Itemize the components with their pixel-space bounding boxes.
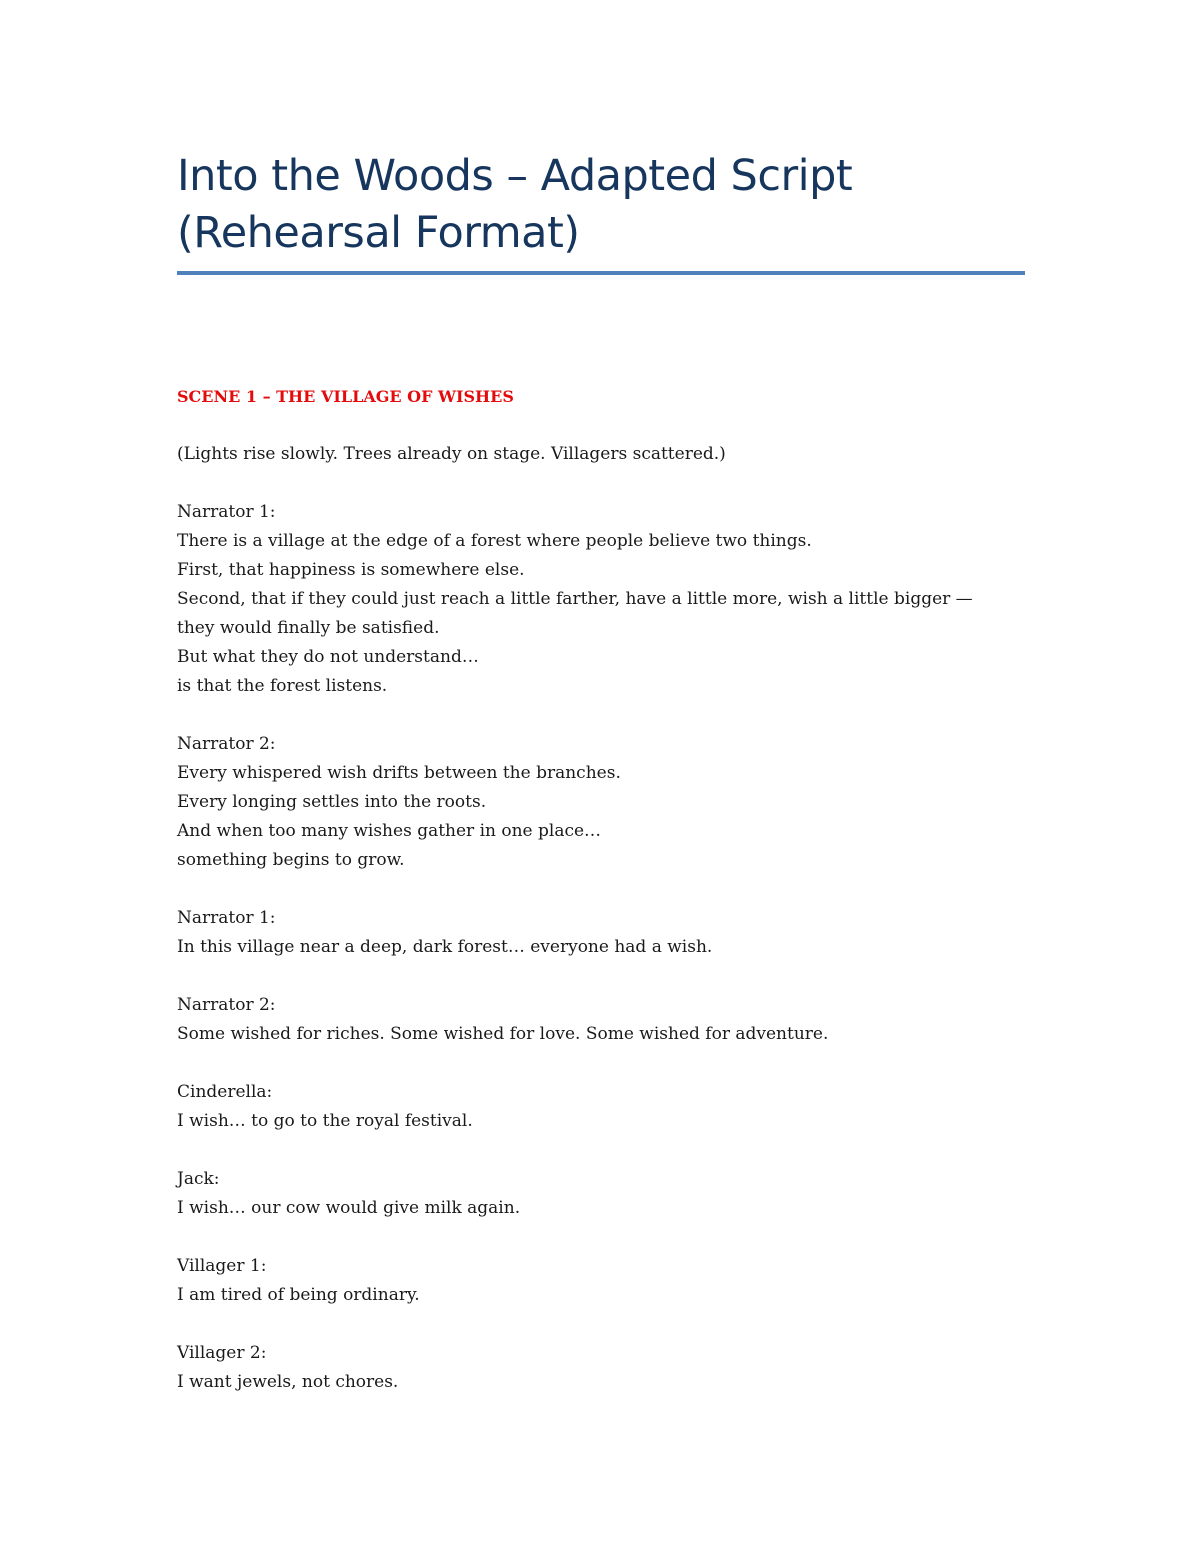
spacer: [177, 469, 1037, 498]
title-underline-rule: [177, 271, 1025, 275]
stage-direction: (Lights rise slowly. Trees already on stage. Villagers scattered.): [177, 444, 726, 464]
spacer: [177, 1223, 1037, 1252]
dialogue-line: I am tired of being ordinary.: [177, 1285, 420, 1305]
dialogue-line: Every longing settles into the roots.: [177, 792, 487, 812]
speaker-name: Narrator 1:: [177, 502, 276, 522]
dialogue-line: Some wished for riches. Some wished for love. Some wished for adventure.: [177, 1024, 829, 1044]
dialogue-line: I wish… to go to the royal festival.: [177, 1111, 473, 1131]
dialogue-line: And when too many wishes gather in one place…: [177, 821, 602, 841]
speaker-name: Villager 1:: [177, 1256, 267, 1276]
dialogue-line: Second, that if they could just reach a little farther, have a little more, wish a little bigger —: [177, 589, 973, 609]
script-body: [177, 382, 1037, 1397]
dialogue-block: [177, 904, 1037, 962]
dialogue-block: [177, 991, 1037, 1049]
dialogue-line: First, that happiness is somewhere else.: [177, 560, 525, 580]
title-line-2: (Rehearsal Format): [177, 208, 580, 258]
spacer: [177, 962, 1037, 991]
spacer: [177, 1049, 1037, 1078]
dialogue-block: [177, 1165, 1037, 1223]
speaker-name: Jack:: [177, 1169, 220, 1189]
document-title: [177, 148, 1025, 262]
scene-heading: SCENE 1 – THE VILLAGE OF WISHES: [177, 387, 514, 406]
dialogue-line: is that the forest listens.: [177, 676, 388, 696]
dialogue-block: [177, 1252, 1037, 1310]
dialogue-line: There is a village at the edge of a forest where people believe two things.: [177, 531, 812, 551]
dialogue-line: I wish… our cow would give milk again.: [177, 1198, 521, 1218]
speaker-name: Cinderella:: [177, 1082, 273, 1102]
dialogue-line: But what they do not understand…: [177, 647, 479, 667]
dialogue-block: [177, 498, 1037, 701]
speaker-name: Narrator 2:: [177, 995, 276, 1015]
spacer: [177, 1136, 1037, 1165]
spacer: [177, 875, 1037, 904]
title-line-1: Into the Woods – Adapted Script: [177, 151, 853, 201]
spacer: [177, 701, 1037, 730]
dialogue-block: [177, 730, 1037, 875]
spacer: [177, 1310, 1037, 1339]
dialogue-line: they would finally be satisfied.: [177, 618, 440, 638]
speaker-name: Narrator 1:: [177, 908, 276, 928]
speaker-name: Narrator 2:: [177, 734, 276, 754]
speaker-name: Villager 2:: [177, 1343, 267, 1363]
dialogue-line: something begins to grow.: [177, 850, 405, 870]
dialogue-block: [177, 1339, 1037, 1397]
dialogue-block: [177, 1078, 1037, 1136]
dialogue-line: I want jewels, not chores.: [177, 1372, 399, 1392]
dialogue-line: Every whispered wish drifts between the branches.: [177, 763, 621, 783]
spacer: [177, 411, 1037, 440]
dialogue-line: In this village near a deep, dark forest… everyone had a wish.: [177, 937, 713, 957]
